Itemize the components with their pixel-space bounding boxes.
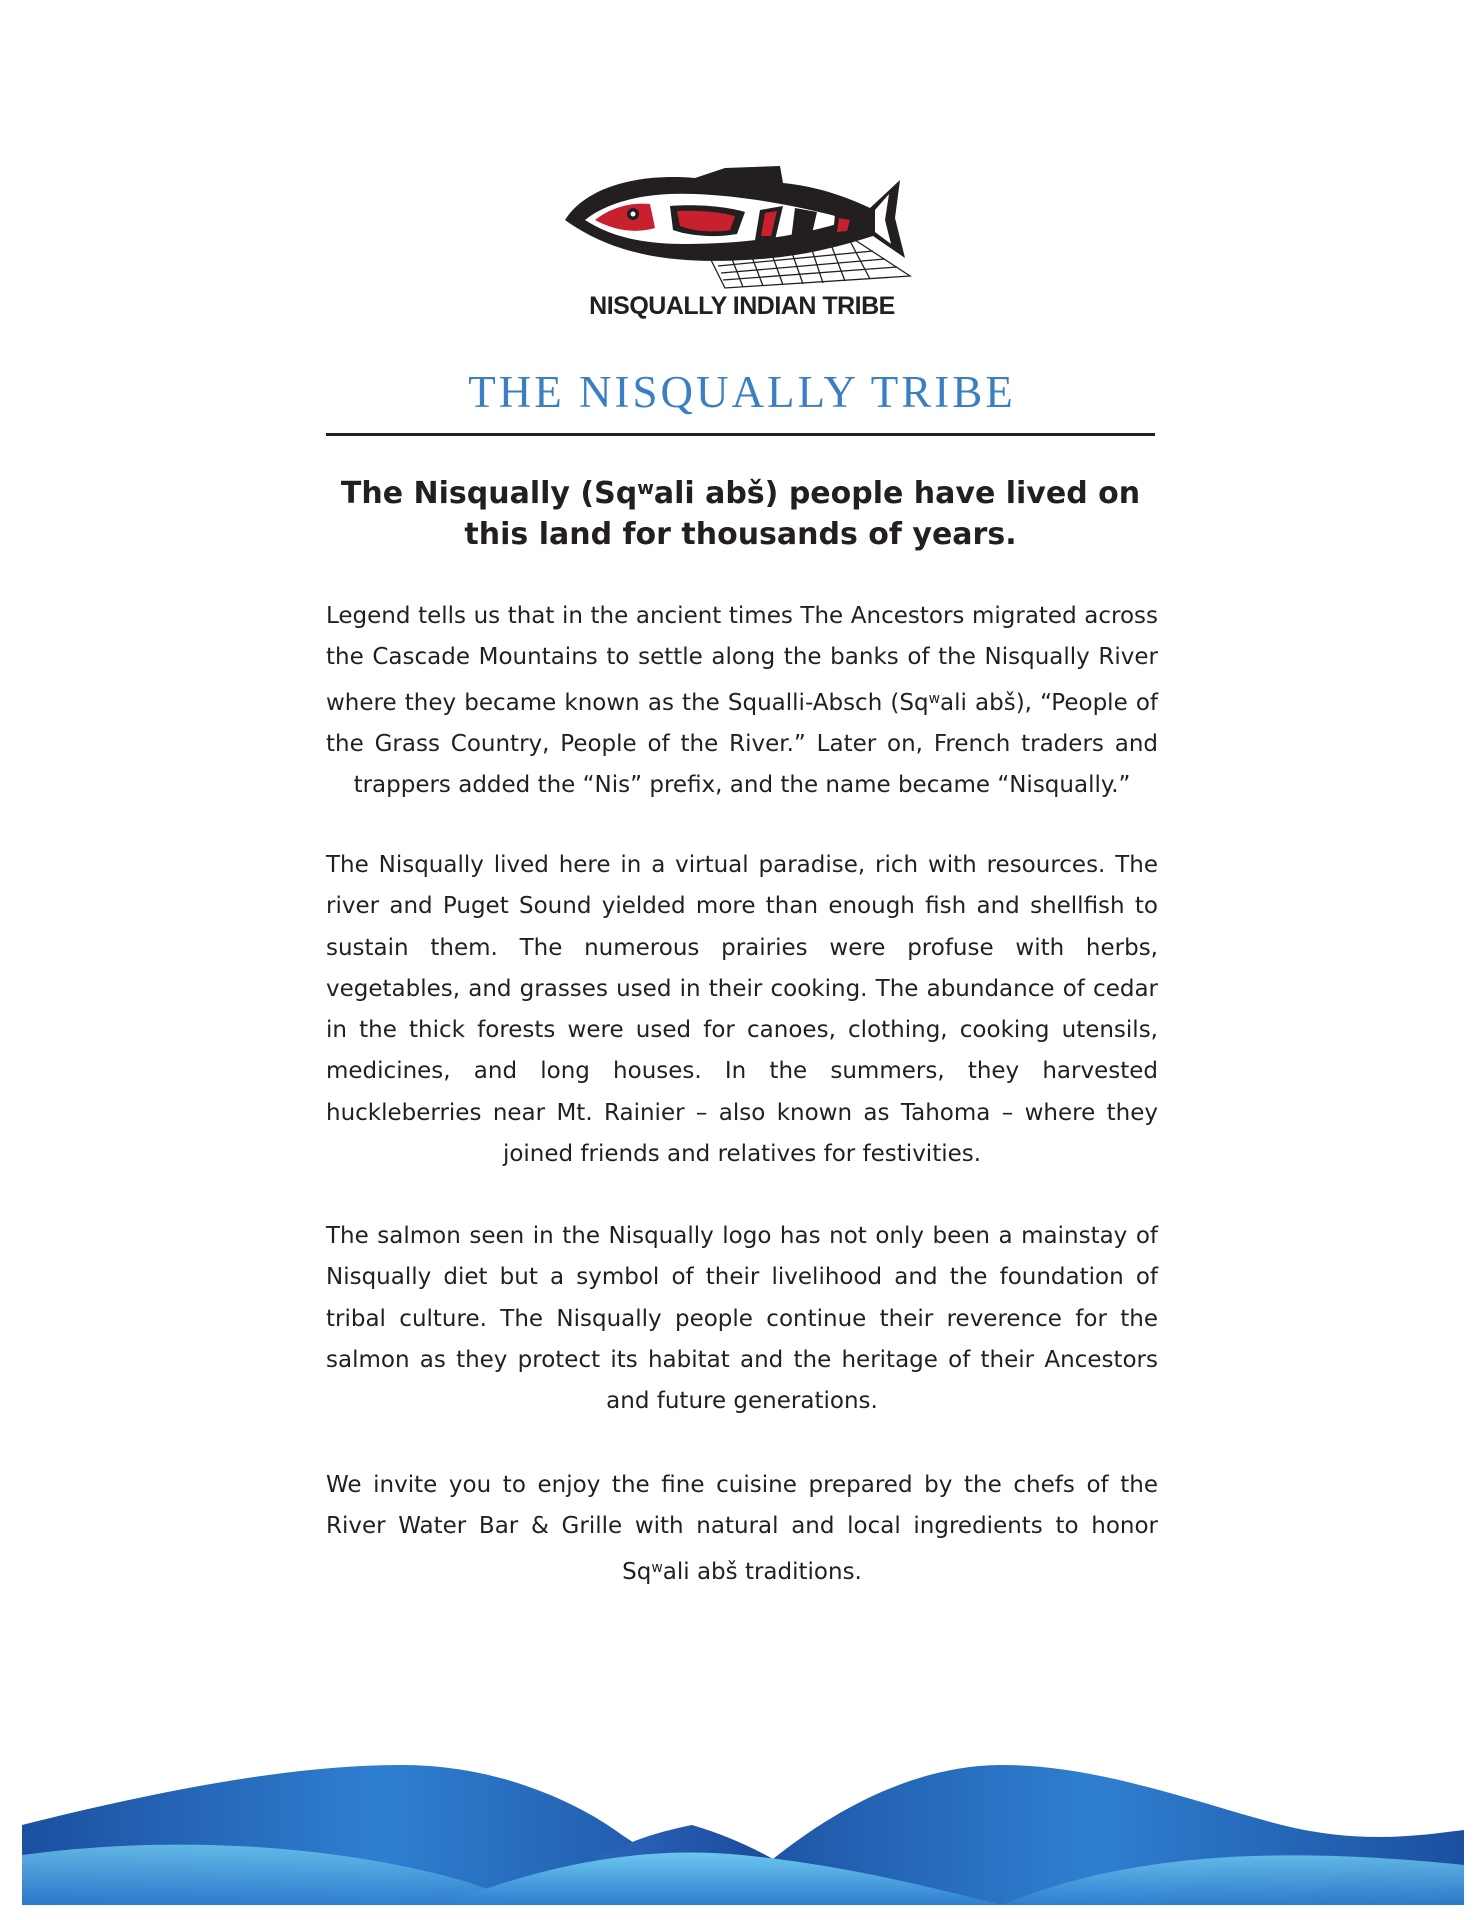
- headline-superscript: w: [637, 478, 654, 499]
- headline-text-end: ali abš) people have lived on this land for thousands of years.: [464, 476, 1141, 552]
- headline: [326, 468, 1155, 555]
- nisqually-logo: [555, 148, 935, 293]
- waves-decoration: [22, 1745, 1464, 1905]
- page-title: THE NISQUALLY TRIBE: [468, 367, 1016, 417]
- paragraph-invitation-text-start: We invite you to enjoy the fine cuisine prepared by the chefs of the River Water Bar & Grille with natural and local ingredients to honor Sq: [326, 1472, 1158, 1585]
- footer-waves: [22, 1745, 1464, 1905]
- paragraph-invitation: [326, 1465, 1158, 1593]
- org-name: NISQUALLY INDIAN TRIBE: [589, 292, 895, 320]
- paragraph-legend: [326, 596, 1158, 806]
- paragraph-legend-text-end: ali abš), “People of the Grass Country, People of the River.” Later on, French traders and trappers added the “Nis” prefix, and the name became “Nisqually.”: [326, 689, 1158, 799]
- headline-text-start: The Nisqually (Sq: [340, 476, 638, 511]
- paragraph-invitation-text-end: ali abš traditions.: [662, 1558, 862, 1585]
- paragraph-legend-text-start: Legend tells us that in the ancient times The Ancestors migrated across the Cascade Mountains to settle along the banks of the Nisqually River where they became known as the Squalli-Absch (Sq: [326, 603, 1158, 716]
- paragraph-salmon: The salmon seen in the Nisqually logo has not only been a mainstay of Nisqually diet but a symbol of their livelihood and the foundation of tribal culture. The Nisqually people continue their reverence for the salmon as they protect its habitat and the heritage of their Ancestors and future generations.: [326, 1223, 1158, 1415]
- paragraph-legend-superscript: w: [928, 690, 941, 707]
- paragraph-resources: The Nisqually lived here in a virtual paradise, rich with resources. The river and Puget Sound yielded more than enough fish and shellfish to sustain them. The numerous prairies were profuse with herbs, vegetables, and grasses used in their cooking. The abundance of cedar in the thick forests were used for canoes, clothing, cooking utensils, medicines, and long houses. In the summers, they harvested huckleberries near Mt. Rainier – also known as Tahoma – where they joined friends and relatives for festivities.: [326, 852, 1158, 1168]
- salmon-logo-icon: [555, 148, 935, 293]
- paragraph-invitation-superscript: w: [651, 1559, 663, 1576]
- title-divider: [326, 433, 1155, 436]
